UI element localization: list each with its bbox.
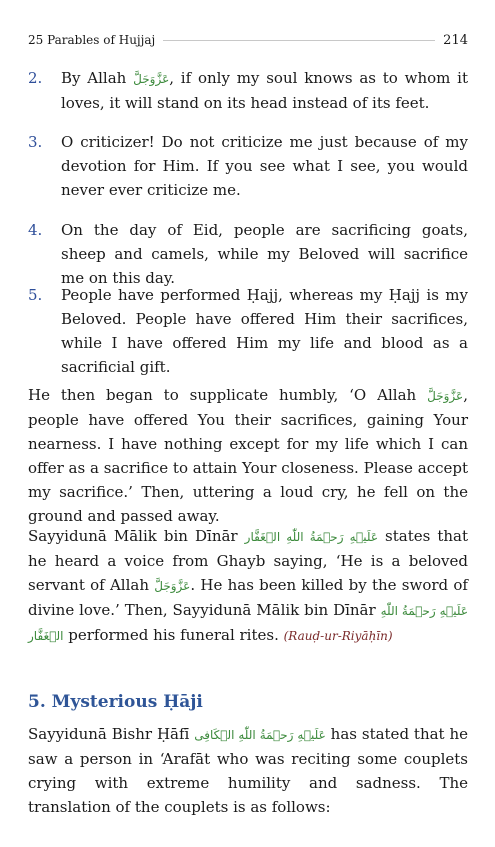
list-text: O criticizer! Do not criticize me just because of my devotion for Him. If you see what I see, you would never ever criticize me. — [61, 133, 468, 199]
honorific: عَلَيۡهِ رَحۡمَةُ اللّٰهِ الۡغَفَّار — [244, 530, 378, 544]
paragraph — [28, 524, 468, 648]
list-item — [28, 283, 468, 379]
honorific: عَلَيۡهِ رَحۡمَةُ اللّٰهِ الۡكَافِى — [194, 728, 326, 742]
list-number: 3. — [28, 133, 43, 151]
text-segment: , if only my soul knows as to whom it loves, it will stand on its head instead of its feet. — [61, 69, 468, 112]
text-segment: He then began to supplicate humbly, ‘O Allah — [28, 386, 428, 404]
text-segment: has stated that he saw a person in ‘Arafāt who was reciting some couplets crying with extreme humility and sadness. The translation of the couplets is as follows: — [28, 725, 469, 816]
text-segment: , people have offered You their sacrifices, gaining Your nearness. I have nothing except for my life which I can offer as a sacrifice to attain Your closeness. Please accept my sacrifice.’ Then, uttering a loud cry, he fell on the ground and passed away. — [28, 386, 468, 525]
list-item — [28, 218, 468, 290]
list-number: 4. — [28, 221, 43, 239]
list-number: 2. — [28, 69, 43, 87]
honorific: عَزَّوَجَلَّ — [154, 579, 191, 593]
honorific: عَلَيۡهِ رَحۡمَةُ اللّٰهِ الۡغَفَّار — [28, 604, 468, 643]
page-number: 214 — [443, 32, 468, 48]
citation: (Rauḍ-ur-Riyāḥīn) — [283, 629, 393, 643]
page-header — [28, 30, 468, 50]
text-segment: performed his funeral rites. — [63, 626, 284, 644]
text-segment: Sayyidunā Bishr Ḥāfī — [28, 725, 195, 743]
honorific: عَزَّوَجَلَّ — [133, 72, 170, 86]
list-item — [28, 66, 468, 115]
list-number: 5. — [28, 286, 43, 304]
list-item — [28, 130, 468, 202]
header-rule — [163, 40, 435, 41]
book-title: 25 Parables of Hujjaj — [28, 33, 156, 47]
list-text: People have performed Ḥajj, whereas my Ḥajj is my Beloved. People have offered Him their sacrifices, while I have offered Him my life and blood as a sacrificial gift. — [61, 286, 468, 376]
text-segment: By Allah — [61, 69, 134, 87]
honorific: عَزَّوَجَلَّ — [427, 389, 464, 403]
paragraph — [28, 722, 468, 819]
text-segment: states that he heard a voice from Ghayb saying, ‘He is a beloved servant of Allah — [28, 527, 469, 594]
list-text — [61, 66, 468, 115]
paragraph — [28, 383, 468, 528]
text-segment: . He has been killed by the sword of divine love.’ Then, Sayyidunā Mālik bin Dīnār — [28, 576, 468, 619]
text-segment: Sayyidunā Mālik bin Dīnār — [28, 527, 245, 545]
list-text: On the day of Eid, people are sacrificing goats, sheep and camels, while my Beloved will sacrifice me on this day. — [61, 221, 468, 287]
section-heading: 5. Mysterious Ḥāji — [28, 692, 203, 712]
